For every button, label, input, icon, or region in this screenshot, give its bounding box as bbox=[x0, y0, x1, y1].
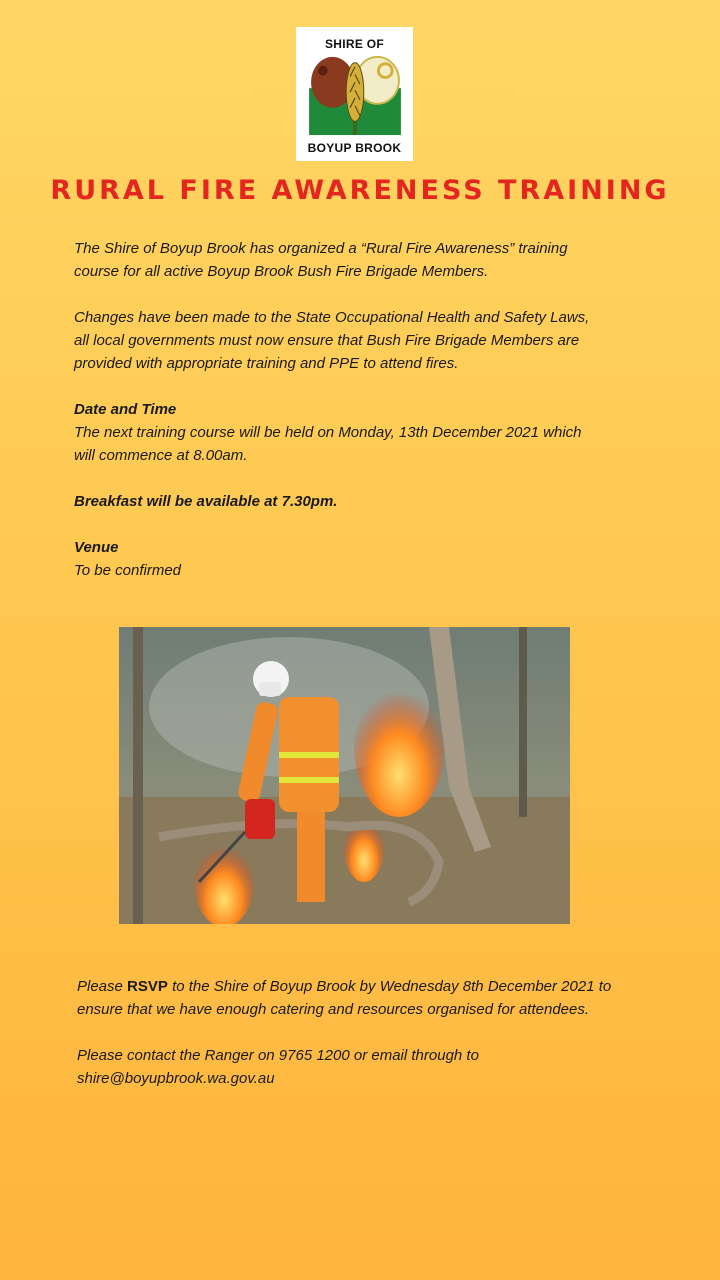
intro-paragraph bbox=[74, 237, 654, 582]
rsvp-line-rest: to the Shire of Boyup Brook by Wednesday 8th December 2021 to bbox=[167, 978, 612, 995]
venue-heading: Venue bbox=[74, 539, 119, 556]
date-time-heading: Date and Time bbox=[74, 401, 177, 418]
logo-bottom-text: BOYUP BROOK bbox=[307, 141, 402, 155]
intro-line: The Shire of Boyup Brook has organized a “Rural Fire Awareness” training bbox=[74, 240, 568, 257]
rsvp-section bbox=[77, 975, 657, 1090]
logo-emblem-icon bbox=[304, 53, 406, 137]
changes-line: all local governments must now ensure that Bush Fire Brigade Members are bbox=[74, 332, 580, 349]
intro-line: course for all active Boyup Brook Bush Fire Brigade Members. bbox=[74, 263, 489, 280]
firefighter-photo bbox=[119, 627, 570, 924]
rsvp-line bbox=[77, 975, 657, 998]
rsvp-bold: RSVP bbox=[127, 978, 168, 995]
changes-line: provided with appropriate training and PPE to attend fires. bbox=[74, 355, 459, 372]
contact-line: Please contact the Ranger on 9765 1200 or email through to bbox=[77, 1047, 479, 1064]
date-time-line: will commence at 8.00am. bbox=[74, 447, 248, 464]
breakfast-note: Breakfast will be available at 7.30pm. bbox=[74, 493, 338, 510]
contact-email-link[interactable]: shire@boyupbrook.wa.gov.au bbox=[77, 1070, 275, 1087]
rsvp-prefix: Please bbox=[77, 978, 128, 995]
logo-top-text: SHIRE OF bbox=[324, 37, 385, 51]
page-title: RURAL FIRE AWARENESS TRAINING bbox=[50, 175, 670, 206]
venue-text: To be confirmed bbox=[74, 562, 182, 579]
date-time-line: The next training course will be held on Monday, 13th December 2021 which bbox=[74, 424, 582, 441]
changes-line: Changes have been made to the State Occupational Health and Safety Laws, bbox=[74, 309, 590, 326]
shire-logo bbox=[296, 27, 413, 161]
rsvp-line-2: ensure that we have enough catering and resources organised for attendees. bbox=[77, 1001, 590, 1018]
